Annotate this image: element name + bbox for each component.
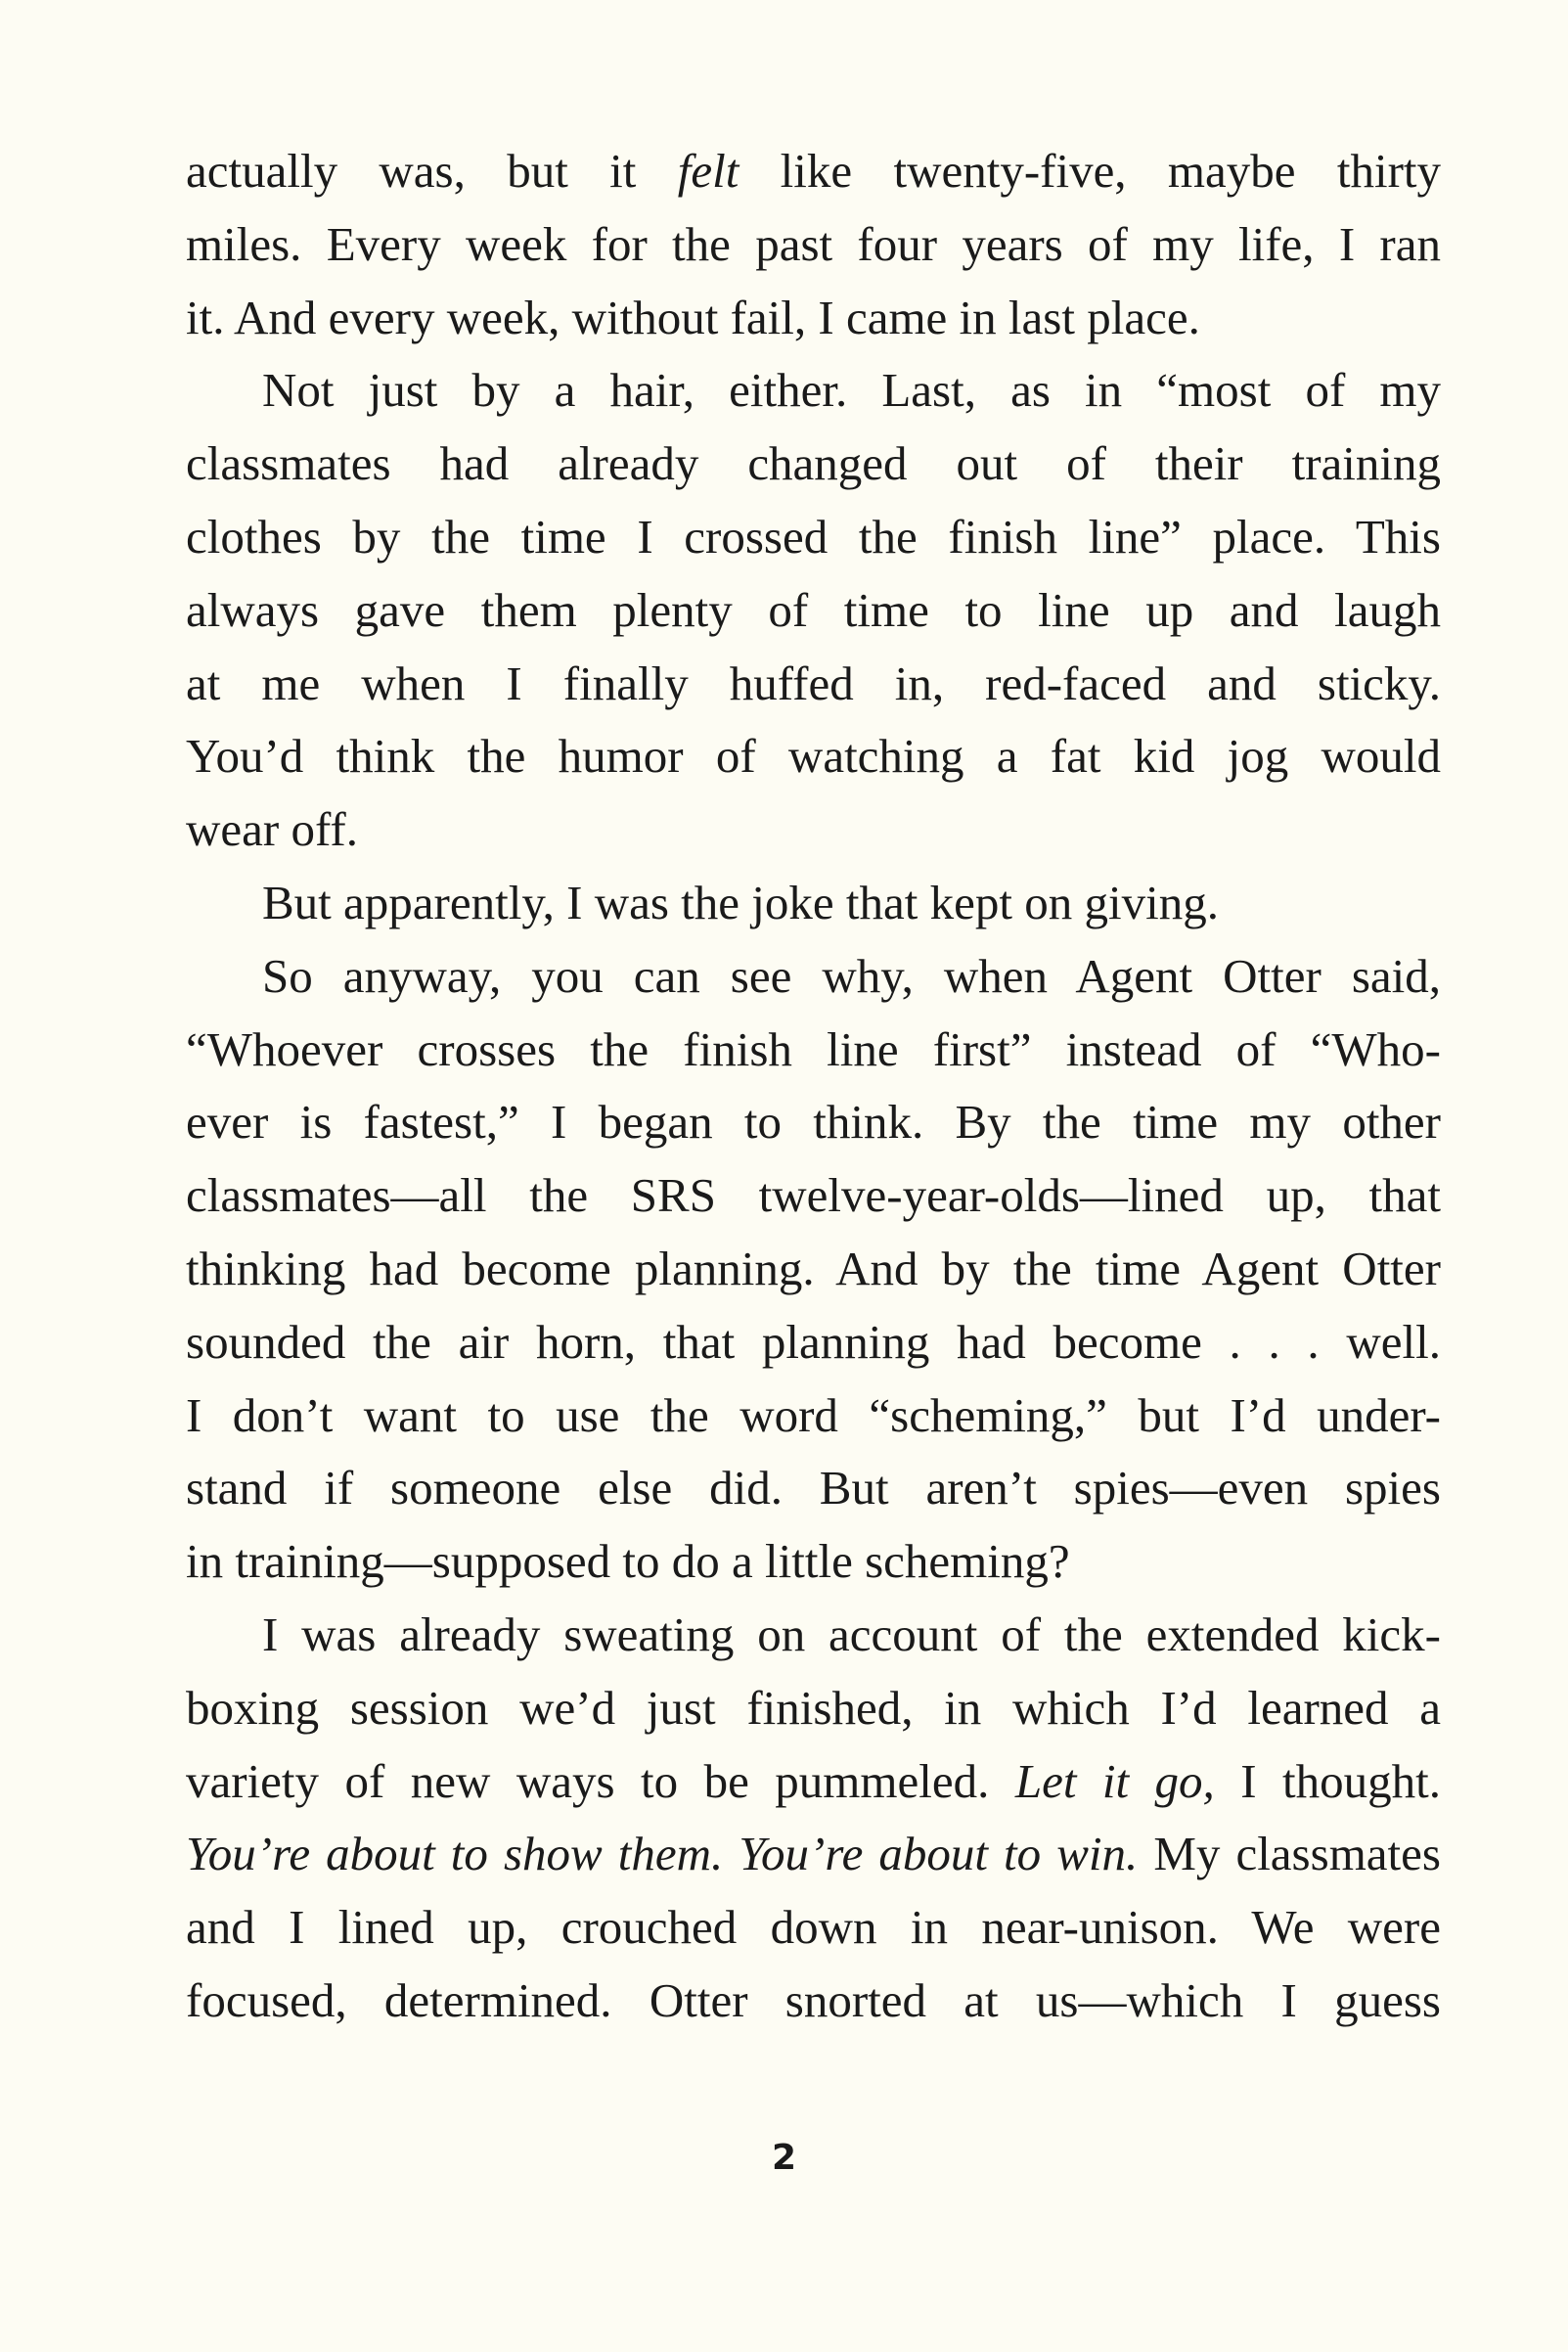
text-run: always gave them plenty of time to line up and laugh bbox=[186, 582, 1441, 637]
text-line bbox=[186, 1014, 1441, 1087]
text-line bbox=[186, 135, 1441, 208]
text-run: ever is fastest,” I began to think. By the time my other bbox=[186, 1095, 1441, 1150]
text-run: focused, determined. Otter snorted at us—which I guess bbox=[186, 1972, 1441, 2027]
paragraph bbox=[186, 867, 1441, 940]
text-run: classmates—all the SRS twelve-year-olds—lined up, that bbox=[186, 1168, 1441, 1223]
text-line bbox=[186, 793, 1441, 867]
text-run: variety of new ways to be pummeled. bbox=[186, 1753, 1015, 1808]
text-line bbox=[186, 1086, 1441, 1159]
text-run: actually was, but it bbox=[186, 144, 678, 198]
text-line bbox=[186, 867, 1441, 940]
text-line bbox=[186, 1891, 1441, 1965]
text-run: Not just by a hair, either. Last, as in “most of my bbox=[262, 363, 1441, 418]
text-line bbox=[186, 1599, 1441, 1672]
text-run: boxing session we’d just finished, in which I’d learned a bbox=[186, 1680, 1441, 1735]
text-line bbox=[186, 648, 1441, 721]
text-line bbox=[186, 720, 1441, 793]
text-run: sounded the air horn, that planning had become . . . well. bbox=[186, 1314, 1441, 1369]
text-run: I don’t want to use the word “scheming,” but I’d under- bbox=[186, 1387, 1441, 1442]
text-run: “Whoever crosses the finish line first” instead of “Who- bbox=[186, 1021, 1441, 1076]
text-run: it. And every week, without fail, I came in last place. bbox=[186, 290, 1200, 344]
text-line bbox=[186, 940, 1441, 1014]
text-run: My classmates bbox=[1138, 1827, 1441, 1881]
text-line bbox=[186, 1965, 1441, 2038]
text-run: miles. Every week for the past four years of my life, I ran bbox=[186, 216, 1441, 271]
body-text bbox=[186, 135, 1441, 2038]
paragraph bbox=[186, 135, 1441, 354]
text-run: But apparently, I was the joke that kept on giving. bbox=[262, 875, 1219, 929]
page-number: 2 bbox=[771, 2138, 797, 2178]
italic-text-run: You’re about to show them. You’re about to win. bbox=[186, 1827, 1139, 1881]
text-line bbox=[186, 282, 1441, 355]
text-run: in training—supposed to do a little scheming? bbox=[186, 1534, 1070, 1589]
paragraph bbox=[186, 1599, 1441, 2038]
text-line bbox=[186, 354, 1441, 428]
text-line bbox=[186, 1452, 1441, 1525]
text-run: clothes by the time I crossed the finish line” place. This bbox=[186, 509, 1441, 564]
paragraph bbox=[186, 354, 1441, 867]
text-line bbox=[186, 1233, 1441, 1306]
text-line bbox=[186, 1159, 1441, 1233]
text-line bbox=[186, 208, 1441, 282]
text-line bbox=[186, 1672, 1441, 1745]
text-line bbox=[186, 428, 1441, 501]
text-run: I was already sweating on account of the extended kick- bbox=[262, 1606, 1441, 1661]
text-run: at me when I finally huffed in, red-faced and sticky. bbox=[186, 656, 1441, 710]
text-run: You’d think the humor of watching a fat kid jog would bbox=[186, 729, 1441, 784]
text-line bbox=[186, 574, 1441, 648]
paragraph bbox=[186, 940, 1441, 1599]
text-run: wear off. bbox=[186, 802, 358, 857]
text-line bbox=[186, 1306, 1441, 1380]
text-run: thinking had become planning. And by the time Agent Otter bbox=[186, 1241, 1441, 1295]
text-run: classmates had already changed out of their training bbox=[186, 436, 1441, 491]
text-line bbox=[186, 1380, 1441, 1453]
text-run: So anyway, you can see why, when Agent Otter said, bbox=[262, 948, 1441, 1003]
text-line bbox=[186, 1818, 1441, 1891]
text-line bbox=[186, 501, 1441, 574]
text-line bbox=[186, 1525, 1441, 1599]
text-run: stand if someone else did. But aren’t spies—even spies bbox=[186, 1461, 1441, 1515]
italic-text-run: Let it go, bbox=[1014, 1753, 1215, 1808]
text-run: like twenty-five, maybe thirty bbox=[739, 144, 1441, 198]
text-run: I thought. bbox=[1214, 1753, 1442, 1808]
italic-text-run: felt bbox=[677, 144, 739, 198]
text-run: and I lined up, crouched down in near-unison. We were bbox=[186, 1900, 1441, 1955]
text-line bbox=[186, 1745, 1441, 1819]
